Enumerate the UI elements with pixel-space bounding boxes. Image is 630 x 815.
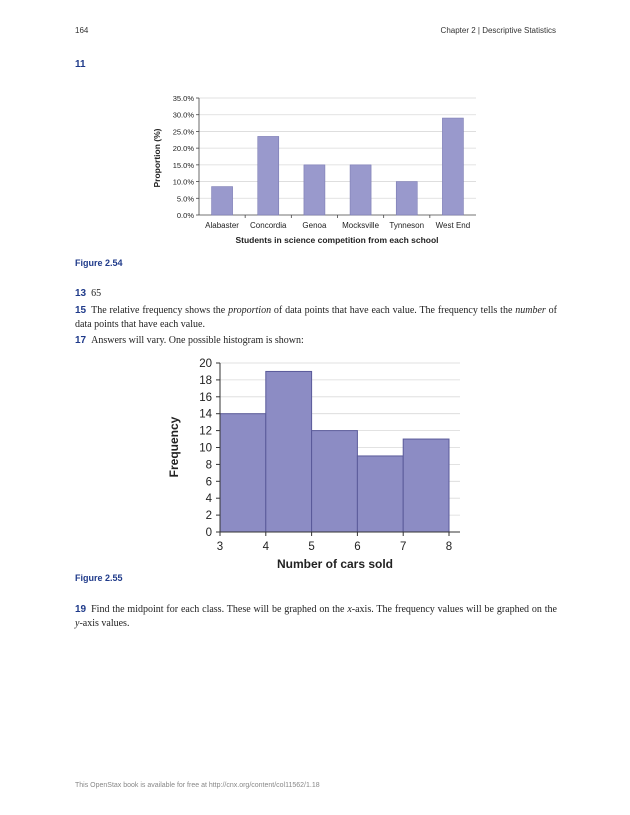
histogram-y-tick-label: 18 (199, 374, 212, 387)
answer-15-em-1: proportion (228, 305, 272, 316)
bar-genoa (304, 165, 325, 215)
answer-15 (75, 304, 557, 331)
answer-19-number: 19 (75, 604, 87, 615)
y-tick-label: 20.0% (172, 144, 194, 154)
x-axis-label: Students in science competition from each school (235, 235, 439, 245)
exercise-11-number: 11 (75, 59, 86, 70)
histogram-y-tick-label: 2 (205, 510, 212, 523)
x-tick-label: Tynneson (389, 221, 425, 230)
answer-15-text-2: of data points that have each value. The frequency tells the (271, 305, 516, 316)
answer-19-text-1: Find the midpoint for each class. These will be graphed on the (91, 604, 348, 615)
answer-19-text-3: -axis values. (79, 617, 130, 629)
bar-tynneson (396, 182, 417, 215)
answer-13 (75, 287, 557, 301)
answer-19 (75, 603, 557, 630)
x-tick-label: West End (435, 221, 471, 230)
histogram-x-axis-label: Number of cars sold (276, 557, 394, 571)
figure-2-55-caption: Figure 2.55 (75, 573, 123, 583)
histogram-y-tick-label: 4 (205, 493, 212, 506)
histogram-bar-7-8 (403, 439, 449, 532)
histogram-y-tick-label: 6 (205, 476, 212, 489)
x-tick-label: Alabaster (205, 221, 239, 230)
bar-concordia (258, 136, 279, 215)
histogram-bar-5-6 (312, 431, 358, 532)
histogram-y-axis-label: Frequency (167, 416, 181, 478)
answer-15-em-2: number (515, 305, 546, 316)
bar-mocksville (350, 165, 371, 215)
histogram-x-tick-label: 8 (445, 541, 453, 553)
histogram-x-tick-label: 4 (262, 541, 270, 553)
histogram-bar-3-4 (220, 414, 266, 532)
chapter-title: Chapter 2 | Descriptive Statistics (440, 26, 556, 35)
answer-17-text: Answers will vary. One possible histogram is shown: (91, 335, 304, 346)
histogram-bar-6-7 (357, 456, 403, 532)
histogram-bar-4-5 (266, 371, 312, 532)
chart-axes (196, 98, 476, 218)
bar-chart-science-competition (140, 88, 490, 253)
y-tick-label: 15.0% (172, 160, 194, 170)
answer-15-number: 15 (75, 305, 87, 316)
histogram-y-tick-label: 14 (199, 408, 212, 421)
histogram-y-tick-label: 16 (199, 391, 212, 404)
histogram-y-tick-label: 8 (205, 459, 212, 472)
histogram-y-tick-label: 12 (199, 425, 212, 438)
x-tick-label: Genoa (302, 221, 327, 230)
histogram-y-tick-label: 0 (205, 527, 212, 539)
y-tick-label: 10.0% (172, 177, 194, 187)
footer-text: This OpenStax book is available for free at http://cnx.org/content/col11562/1.18 (75, 782, 320, 789)
histogram-x-tick-label: 6 (354, 541, 361, 553)
histogram-cars-sold (160, 352, 480, 574)
page-number: 164 (75, 26, 89, 35)
answer-19-em-2: y (75, 617, 80, 629)
histogram-x-tick-label: 7 (399, 541, 407, 553)
histogram-x-tick-label: 5 (308, 541, 315, 553)
histogram-x-tick-label: 3 (216, 541, 224, 553)
answer-19-em-1: x (347, 604, 352, 615)
answer-17-number: 17 (75, 335, 87, 346)
y-tick-label: 0.0% (176, 211, 194, 220)
answer-19-text-2: -axis. The frequency values will be graphed on the (351, 604, 557, 615)
x-tick-labels (205, 221, 470, 230)
histogram-y-tick-label: 10 (199, 442, 212, 455)
y-tick-label: 30.0% (172, 110, 194, 120)
x-tick-label: Concordia (250, 221, 287, 230)
y-tick-label: 25.0% (172, 127, 194, 137)
histogram-y-tick-labels (199, 358, 212, 539)
histogram-bars (220, 371, 449, 532)
y-tick-label: 35.0% (172, 94, 194, 103)
histogram-y-tick-label: 20 (199, 358, 212, 370)
answer-13-number: 13 (75, 288, 87, 299)
answer-15-text-3: of data points that have each value. (75, 305, 557, 330)
y-axis-label: Proportion (%) (152, 128, 162, 188)
y-tick-labels (173, 94, 195, 220)
y-tick-label: 5.0% (176, 194, 194, 204)
chart-gridlines (199, 98, 476, 198)
figure-2-54-caption: Figure 2.54 (75, 258, 123, 268)
bar-alabaster (212, 187, 233, 215)
chart-bars (212, 118, 464, 215)
answer-13-text: 65 (91, 288, 102, 299)
histogram-x-tick-labels (217, 541, 452, 553)
x-tick-label: Mocksville (342, 221, 380, 230)
answer-17 (75, 334, 557, 348)
answer-15-text-1: The relative frequency shows the (91, 305, 229, 316)
bar-west-end (442, 118, 463, 215)
